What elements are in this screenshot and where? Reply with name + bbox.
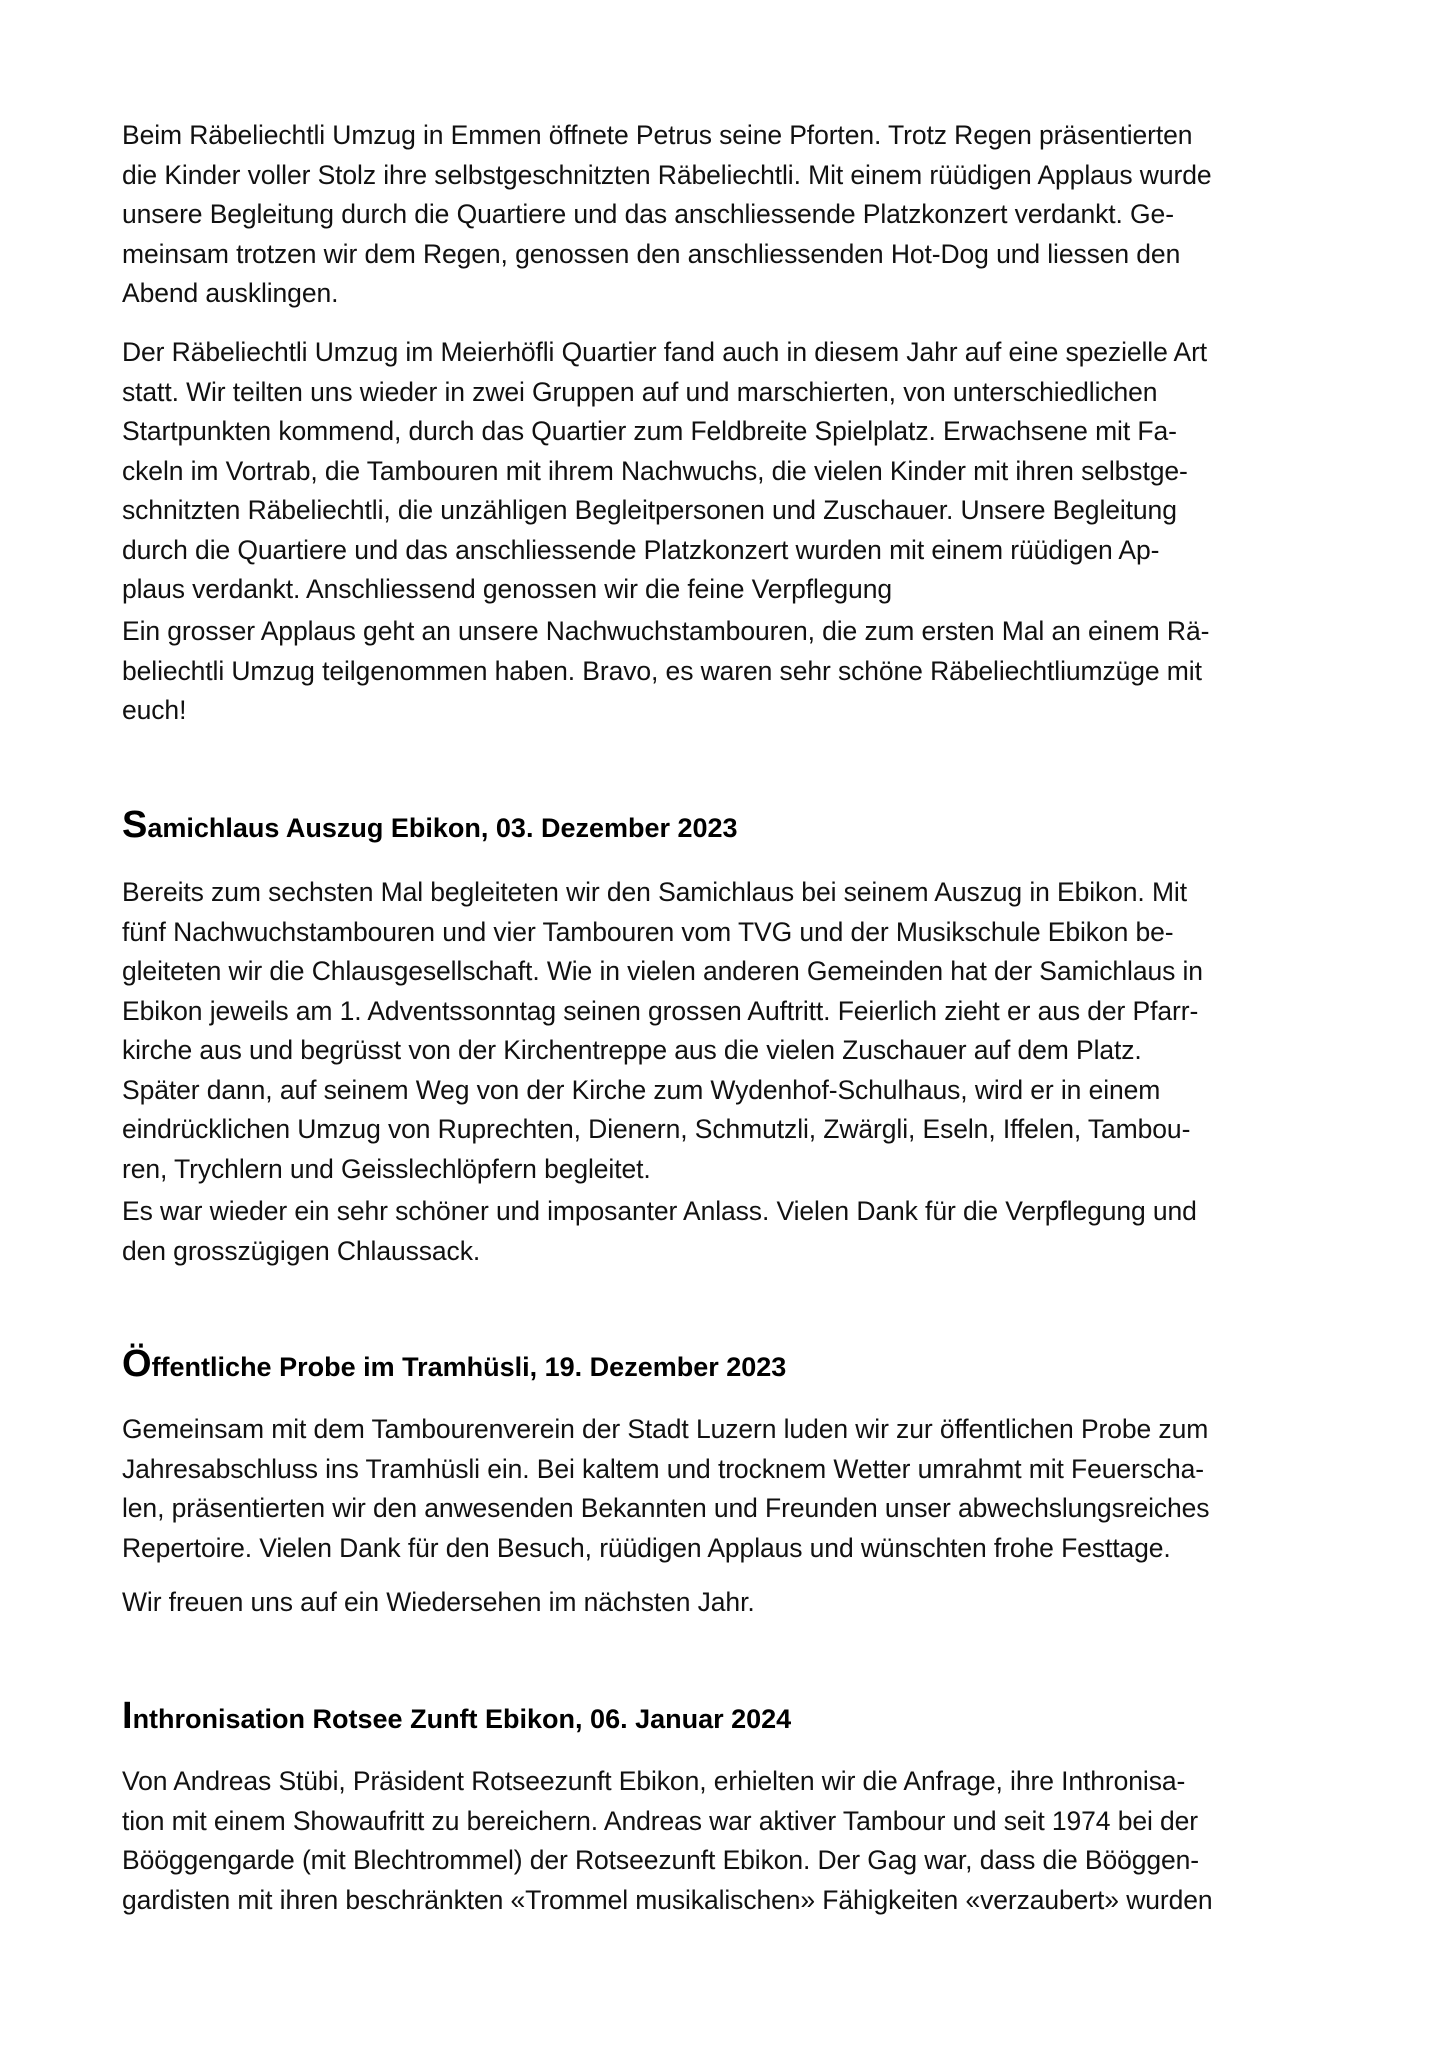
paragraph-samichlaus-dank: [122, 1192, 1342, 1271]
text-line: Von Andreas Stübi, Präsident Rotseezunft Ebikon, erhielten wir die Anfrage, ihre Inthronisa-: [122, 1766, 1186, 1796]
text-line: beliechtli Umzug teilgenommen haben. Bravo, es waren sehr schöne Räbeliechtliumzüge mit: [122, 655, 1202, 686]
text-line: die Kinder voller Stolz ihre selbstgeschnitzten Räbeliechtli. Mit einem rüüdigen Applaus wurde: [122, 159, 1212, 190]
text-line: durch die Quartiere und das anschliessende Platzkonzert wurden mit einem rüüdigen Ap-: [122, 534, 1160, 565]
text-line: ckeln im Vortrab, die Tambouren mit ihrem Nachwuchs, die vielen Kinder mit ihren selbstge-: [122, 455, 1188, 486]
heading-text: amichlaus Auszug Ebikon, 03. Dezember 2023: [147, 813, 738, 843]
text-line: Ebikon jeweils am 1. Adventssonntag seinen grossen Auftritt. Feierlich zieht er aus der Pfarr-: [122, 995, 1199, 1026]
heading-text: ffentliche Probe im Tramhüsli, 19. Dezember 2023: [151, 1352, 787, 1382]
text-line: tion mit einem Showaufritt zu bereichern. Andreas war aktiver Tambour und seit 1974 bei der: [122, 1805, 1199, 1836]
paragraph-nachwuchs-applaus: [122, 612, 1342, 731]
paragraph-samichlaus-auszug: [122, 873, 1342, 1189]
heading-initial: Ö: [122, 1343, 152, 1385]
text-line: schnitzten Räbeliechtli, die unzähligen Begleitpersonen und Zuschauer. Unsere Begleitung: [122, 495, 1177, 525]
paragraph-emmen-umzug: [122, 116, 1342, 314]
heading-text: nthronisation Rotsee Zunft Ebikon, 06. Januar 2024: [132, 1704, 792, 1734]
text-line: Bööggengarde (mit Blechtrommel) der Rotseezunft Ebikon. Der Gag war, dass die Bööggen-: [122, 1845, 1199, 1875]
text-line: gardisten mit ihren beschränkten «Trommel musikalischen» Fähigkeiten «verzaubert» wurden: [122, 1884, 1213, 1915]
text-line: statt. Wir teilten uns wieder in zwei Gruppen auf und marschierten, von unterschiedlichen: [122, 376, 1158, 407]
text-line: kirche aus und begrüsst von der Kirchentreppe aus die vielen Zuschauer auf dem Platz.: [122, 1035, 1142, 1065]
paragraph-wiedersehen: [122, 1583, 1342, 1623]
text-line: len, präsentierten wir den anwesenden Bekannten und Freunden unser abwechslungsreiches: [122, 1493, 1210, 1523]
text-line: ren, Trychlern und Geisslechlöpfern begleitet.: [122, 1153, 651, 1184]
text-line: Startpunkten kommend, durch das Quartier zum Feldbreite Spielplatz. Erwachsene mit Fa-: [122, 416, 1177, 446]
heading-initial: S: [122, 804, 148, 846]
section-heading-oeffentliche-probe: [122, 1345, 786, 1383]
heading-initial: I: [122, 1695, 133, 1737]
paragraph-meierhoefli-umzug: [122, 333, 1342, 610]
text-line: plaus verdankt. Anschliessend genossen wir die feine Verpflegung: [122, 574, 892, 604]
text-line: den grosszügigen Chlaussack.: [122, 1235, 481, 1266]
text-line: unsere Begleitung durch die Quartiere und das anschliessende Platzkonzert verdankt. Ge-: [122, 199, 1174, 229]
text-line: eindrücklichen Umzug von Ruprechten, Dienern, Schmutzli, Zwärgli, Eseln, Iffelen, Tambou-: [122, 1114, 1191, 1144]
text-line: Beim Räbeliechtli Umzug in Emmen öffnete Petrus seine Pforten. Trotz Regen präsentierten: [122, 120, 1193, 150]
text-line: Abend ausklingen.: [122, 278, 339, 308]
text-line: Der Räbeliechtli Umzug im Meierhöfli Quartier fand auch in diesem Jahr auf eine spezielle Art: [122, 337, 1208, 367]
paragraph-tramhuesli-probe: [122, 1410, 1342, 1568]
text-line: Wir freuen uns auf ein Wiedersehen im nächsten Jahr.: [122, 1587, 755, 1617]
text-line: Bereits zum sechsten Mal begleiteten wir den Samichlaus bei seinem Auszug in Ebikon. Mit: [122, 877, 1187, 907]
text-line: Jahresabschluss ins Tramhüsli ein. Bei kaltem und trocknem Wetter umrahmt mit Feuerscha-: [122, 1453, 1205, 1484]
paragraph-rotseezunft-anfrage: [122, 1762, 1342, 1920]
text-line: Ein grosser Applaus geht an unsere Nachwuchstambouren, die zum ersten Mal an einem Rä-: [122, 616, 1210, 646]
text-line: Es war wieder ein sehr schöner und imposanter Anlass. Vielen Dank für die Verpflegung und: [122, 1196, 1197, 1226]
text-line: Repertoire. Vielen Dank für den Besuch, rüüdigen Applaus und wünschten frohe Festtage.: [122, 1532, 1171, 1563]
text-line: Gemeinsam mit dem Tambourenverein der Stadt Luzern luden wir zur öffentlichen Probe zum: [122, 1414, 1209, 1444]
section-heading-inthronisation: [122, 1697, 791, 1735]
text-line: gleiteten wir die Chlausgesellschaft. Wie in vielen anderen Gemeinden hat der Samichlaus in: [122, 956, 1203, 986]
text-line: Später dann, auf seinem Weg von der Kirche zum Wydenhof-Schulhaus, wird er in einem: [122, 1074, 1161, 1105]
text-line: fünf Nachwuchstambouren und vier Tambouren vom TVG und der Musikschule Ebikon be-: [122, 916, 1174, 947]
text-line: euch!: [122, 695, 187, 725]
section-heading-samichlaus: [122, 806, 738, 844]
text-line: meinsam trotzen wir dem Regen, genossen den anschliessenden Hot-Dog und liessen den: [122, 238, 1181, 269]
